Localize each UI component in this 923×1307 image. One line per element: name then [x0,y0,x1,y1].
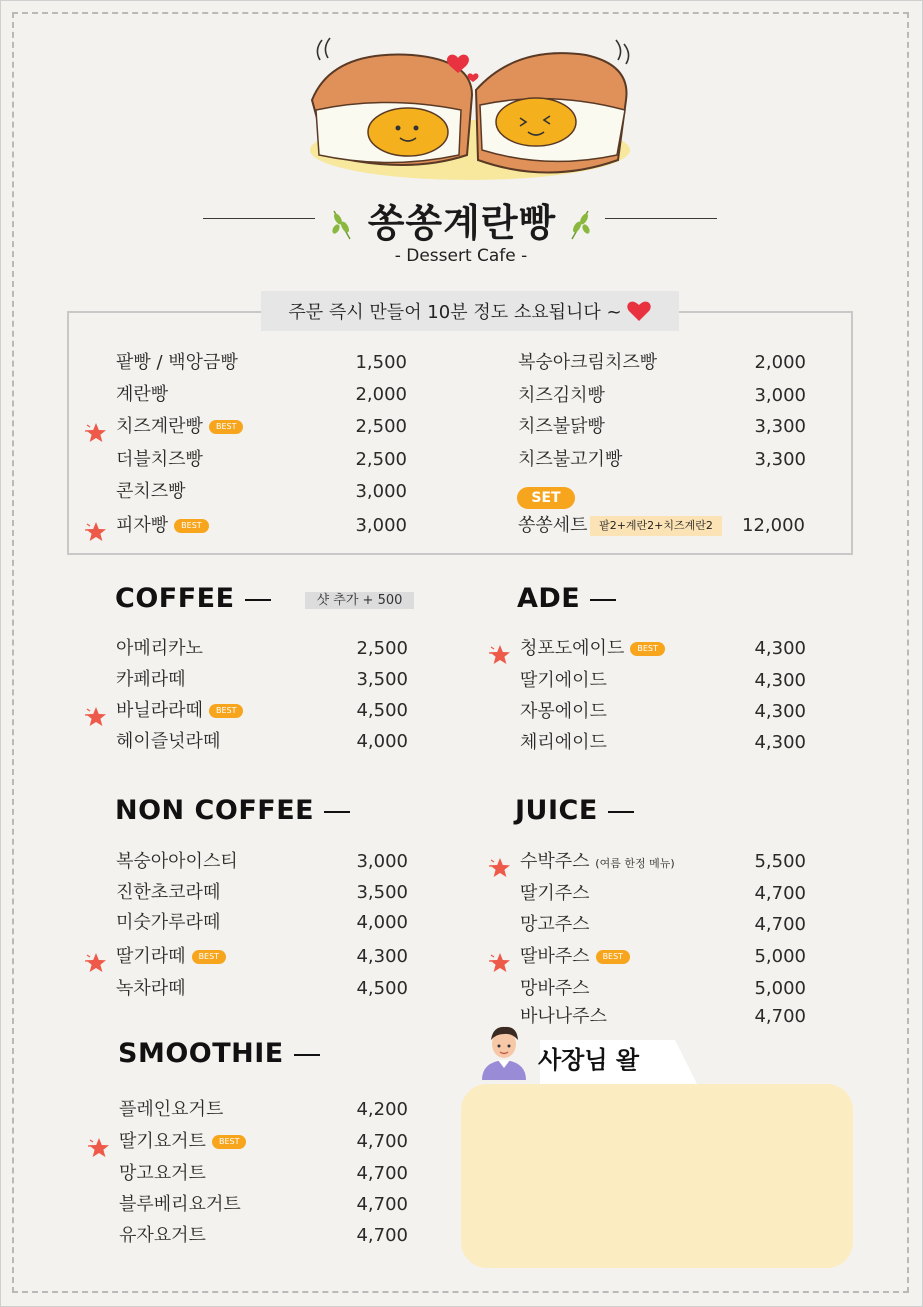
menu-item-name: 팥빵 / 백앙금빵 [116,352,238,373]
menu-item-name: 복숭아크림치즈빵 [518,352,658,373]
menu-item-price: 4,700 [356,1131,408,1152]
section-smoothie: SMOOTHIE [118,1038,320,1069]
menu-item-price: 2,500 [355,416,407,437]
heart-icon [626,299,652,323]
menu-item-name: 딸기요거트 [119,1131,206,1152]
best-badge: BEST [209,704,244,718]
menu-item-price: 2,000 [754,352,806,373]
menu-item-name: 체리에이드 [520,732,607,753]
menu-item-price: 4,700 [754,1006,806,1027]
leaf-right-icon [568,207,592,241]
menu-item [116,911,220,935]
menu-item [119,1224,206,1248]
menu-item [116,945,226,969]
menu-item [520,1005,607,1029]
menu-item [119,1162,206,1186]
menu-item-price: 4,300 [356,946,408,967]
menu-item-name: 치즈불고기빵 [518,449,623,470]
menu-item-price: 3,300 [754,416,806,437]
set-description: 팥2+계란2+치즈계란2 [590,516,722,536]
menu-item-name: 미숫가루라떼 [116,912,221,933]
menu-item-name: 계란빵 [116,384,169,405]
menu-item [119,1193,241,1217]
menu-item-price: 4,000 [356,912,408,933]
menu-item-name: 복숭아아이스티 [116,851,238,872]
menu-item-price: 4,700 [356,1194,408,1215]
section-ade: ADE [517,583,616,614]
menu-item [116,881,220,905]
menu-item-price: 3,000 [356,851,408,872]
menu-item [116,480,186,504]
menu-item-name: 치즈김치빵 [518,385,605,406]
menu-item-name: 치즈불닭빵 [518,416,605,437]
title-rule-right [605,218,717,219]
menu-item [116,637,203,661]
boss-speech-bubble [461,1084,853,1268]
menu-item-name: 망바주스 [520,978,590,999]
menu-item-price: 4,700 [754,914,806,935]
menu-item-price: 3,000 [355,515,407,536]
menu-item-name: 딸기라떼 [116,946,186,967]
menu-item [520,977,590,1001]
menu-item-price: 3,300 [754,449,806,470]
menu-item-name: 수박주스 [520,851,590,872]
menu-item-price: 4,200 [356,1099,408,1120]
menu-item [116,730,220,754]
menu-item-price: 2,500 [355,449,407,470]
best-badge: BEST [596,950,631,964]
menu-item [116,415,243,439]
menu-item-price: 5,000 [754,946,806,967]
section-noncoffee: NON COFFEE [115,795,350,826]
menu-item-price: 4,700 [356,1163,408,1184]
menu-item-price: 4,300 [754,638,806,659]
menu-item-price: 4,700 [356,1225,408,1246]
menu-item-price: 3,500 [356,669,408,690]
best-badge: BEST [174,519,209,533]
menu-item [116,850,238,874]
menu-item-name: 유자요거트 [119,1225,206,1246]
menu-item-name: 딸기에이드 [520,670,607,691]
menu-item-name: 바나나주스 [520,1006,607,1027]
menu-item-price: 3,500 [356,882,408,903]
menu-item [116,977,186,1001]
menu-item-name: 망고주스 [520,914,590,935]
notice-banner [261,291,679,331]
menu-item-price: 4,300 [754,732,806,753]
bread-left-star-icon [84,421,108,445]
menu-item [119,1098,223,1122]
menu-item-name: 딸바주스 [520,946,590,967]
set-name: 쏭쏭세트 [518,515,588,536]
menu-item-name: 진한초코라떼 [116,882,221,903]
menu-item [119,1130,246,1154]
menu-item [116,514,209,538]
menu-item [518,351,657,375]
cafe-subtitle: - Dessert Cafe - [394,246,528,266]
menu-item-price: 4,300 [754,670,806,691]
menu-item-name: 플레인요거트 [119,1099,224,1120]
juice-list-star-icon [488,856,512,880]
egg-bread-illustration-icon [298,30,643,195]
best-badge: BEST [192,950,227,964]
menu-item-name: 청포도에이드 [520,638,625,659]
menu-item-name: 피자빵 [116,515,169,536]
menu-item [520,637,665,661]
menu-item-price: 3,000 [355,481,407,502]
menu-item-note: (여름 한정 메뉴) [595,857,675,870]
menu-item-price: 1,500 [355,352,407,373]
best-badge: BEST [209,420,244,434]
smoothie-list-star-icon [87,1136,111,1160]
menu-item-name: 자몽에이드 [520,701,607,722]
best-badge: BEST [212,1135,247,1149]
menu-item-name: 헤이즐넛라떼 [116,731,221,752]
menu-item-price: 4,700 [754,883,806,904]
menu-item-name: 더블치즈빵 [116,449,203,470]
menu-item [520,731,607,755]
menu-item-price: 4,000 [356,731,408,752]
menu-item [518,415,605,439]
menu-item [116,383,168,407]
bread-left-star-icon [84,520,108,544]
menu-item-name: 콘치즈빵 [116,481,186,502]
cafe-title: 쏭쏭계란빵 [367,201,557,245]
menu-item-name: 망고요거트 [119,1163,206,1184]
menu-item-name: 카페라떼 [116,669,186,690]
menu-item [116,699,243,723]
menu-item [116,351,238,375]
set-badge: SET [517,487,575,509]
menu-item-price: 5,500 [754,851,806,872]
title-rule-left [203,218,315,219]
section-juice: JUICE [515,795,634,826]
menu-item-name: 딸기주스 [520,883,590,904]
menu-item [518,384,605,408]
menu-item-name: 녹차라떼 [116,978,186,999]
menu-item-name: 아메리카노 [116,638,203,659]
menu-item [518,448,622,472]
menu-item [520,700,607,724]
menu-item-name: 바닐라라떼 [116,700,203,721]
coffee-list-star-icon [84,705,108,729]
menu-item [520,945,630,969]
menu-item [116,668,186,692]
menu-item-price: 3,000 [754,385,806,406]
menu-item-price: 4,500 [356,978,408,999]
noncoffee-list-star-icon [84,951,108,975]
menu-item [116,448,203,472]
shot-add-note: 샷 추가 + 500 [305,592,414,609]
best-badge: BEST [630,642,665,656]
menu-item-price: 4,500 [356,700,408,721]
notice-text: 주문 즉시 만들어 10분 정도 소요됩니다 ~ [288,302,622,323]
section-coffee: COFFEE [115,583,271,614]
juice-list-star-icon [488,951,512,975]
menu-item-price: 5,000 [754,978,806,999]
menu-item-name: 치즈계란빵 [116,416,203,437]
leaf-left-icon [330,207,354,241]
menu-item [520,913,590,937]
menu-item [520,669,607,693]
menu-item-price: 2,000 [355,384,407,405]
menu-item [520,850,675,876]
boss-title: 사장님 왈 [538,1046,640,1074]
menu-item-price: 4,300 [754,701,806,722]
menu-item [520,882,590,906]
menu-item-price: 2,500 [356,638,408,659]
set-price: 12,000 [742,515,805,536]
ade-list-star-icon [488,643,512,667]
avatar [476,1022,532,1080]
menu-item-name: 블루베리요거트 [119,1194,241,1215]
